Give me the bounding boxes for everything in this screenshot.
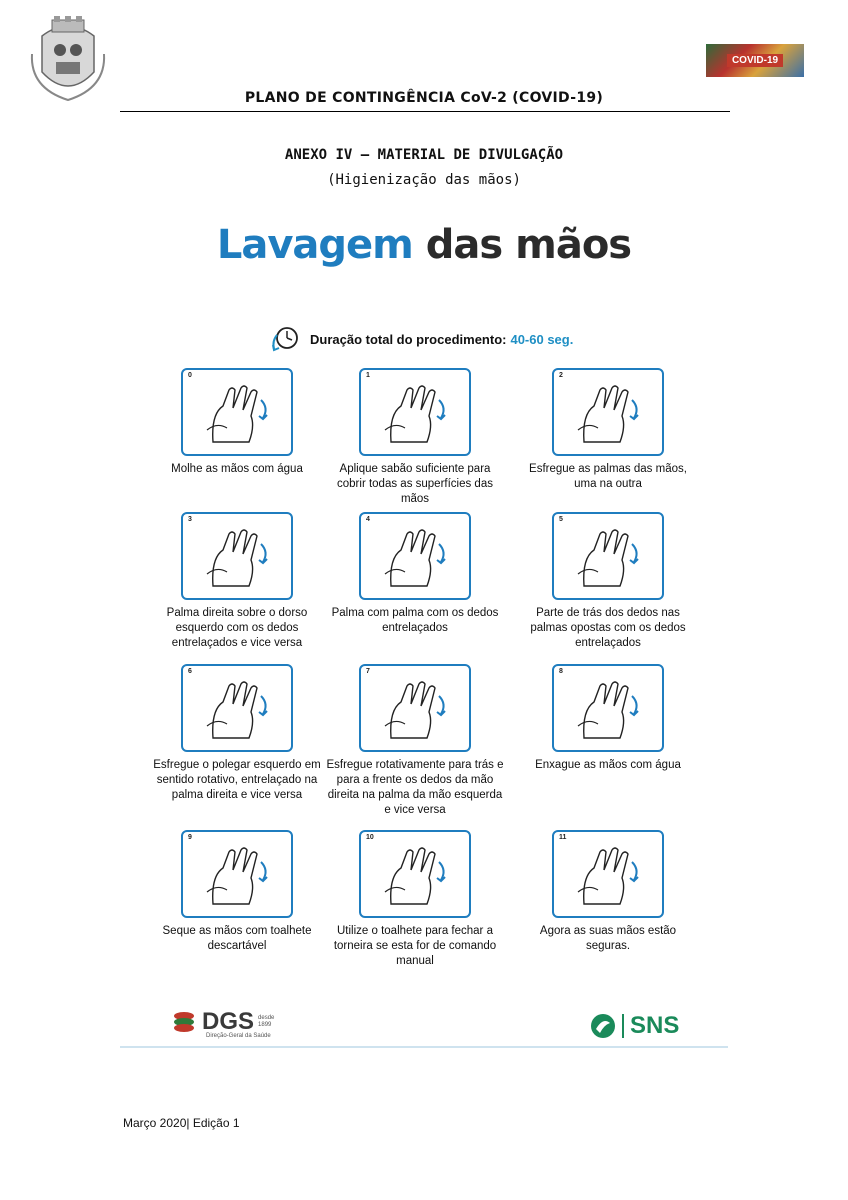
covid-badge — [706, 44, 804, 77]
step-illustration — [552, 512, 664, 600]
poster-title-highlight: Lavagem — [216, 222, 413, 268]
step-card — [147, 368, 327, 477]
step-card — [518, 368, 698, 492]
dgs-logo — [172, 1008, 278, 1036]
header-divider — [120, 111, 730, 112]
step-illustration — [181, 512, 293, 600]
dgs-since: desde 1899 — [258, 1015, 275, 1028]
step-number: 4 — [366, 516, 370, 523]
step-caption: Enxague as mãos com água — [535, 759, 681, 771]
step-illustration — [359, 664, 471, 752]
step-illustration — [359, 830, 471, 918]
step-number: 1 — [366, 372, 370, 379]
step-number: 9 — [188, 834, 192, 841]
sns-divider — [622, 1014, 624, 1038]
edition-footer: Março 2020| Edição 1 — [123, 1116, 240, 1130]
duration-value: 40-60 seg. — [510, 331, 574, 347]
step-illustration — [552, 664, 664, 752]
step-caption: Agora as suas mãos estão seguras. — [539, 925, 677, 952]
step-number: 2 — [559, 372, 563, 379]
poster-bottom-rule — [120, 1046, 728, 1048]
step-card — [518, 512, 698, 651]
step-number: 8 — [559, 668, 563, 675]
step-caption: Esfregue o polegar esquerdo em sentido rotativo, entrelaçado na palma direita e vice versa — [153, 759, 321, 801]
duration-row — [270, 324, 573, 354]
clock-icon — [270, 325, 300, 353]
step-card — [147, 512, 327, 651]
step-illustration — [181, 830, 293, 918]
step-illustration — [181, 368, 293, 456]
step-illustration — [359, 368, 471, 456]
annex-subtitle: (Higienização das mãos) — [327, 172, 521, 188]
dgs-subtitle: Direção-Geral da Saúde — [206, 1033, 271, 1039]
step-caption: Esfregue as palmas das mãos, uma na outra — [529, 463, 687, 490]
dgs-emblem-icon — [172, 1010, 196, 1034]
step-caption: Aplique sabão suficiente para cobrir todas as superfícies das mãos — [337, 463, 493, 505]
step-caption: Palma direita sobre o dorso esquerdo com os dedos entrelaçados e vice versa — [166, 607, 308, 649]
step-illustration — [181, 664, 293, 752]
step-illustration — [552, 830, 664, 918]
step-card — [325, 512, 505, 636]
duration-label: Duração total do procedimento: — [310, 331, 507, 347]
step-number: 11 — [559, 834, 567, 841]
step-caption: Utilize o toalhete para fechar a torneira se esta for de comando manual — [333, 925, 497, 967]
step-card — [518, 664, 698, 773]
step-card — [147, 664, 327, 803]
step-caption: Seque as mãos com toalhete descartável — [162, 925, 312, 952]
document-title: PLANO DE CONTINGÊNCIA CoV-2 (COVID-19) — [244, 90, 604, 106]
step-illustration — [552, 368, 664, 456]
step-number: 3 — [188, 516, 192, 523]
step-illustration — [359, 512, 471, 600]
step-number: 7 — [366, 668, 370, 675]
step-card — [325, 368, 505, 507]
covid-badge-label: COVID-19 — [727, 54, 783, 67]
dgs-name: DGS — [202, 1008, 255, 1035]
step-card — [325, 664, 505, 818]
poster-title-rest: das mãos — [425, 222, 632, 268]
step-card — [518, 830, 698, 954]
step-number: 6 — [188, 668, 192, 675]
step-number: 5 — [559, 516, 563, 523]
step-card — [147, 830, 327, 954]
step-caption: Esfregue rotativamente para trás e para a frente os dedos da mão direita na palma da mão esquerda e vice versa — [326, 759, 504, 816]
step-caption: Parte de trás dos dedos nas palmas opostas com os dedos entrelaçados — [530, 607, 686, 649]
sns-logo — [590, 1012, 679, 1040]
step-card — [325, 830, 505, 969]
municipal-crest-logo — [26, 14, 110, 104]
sns-emblem-icon — [590, 1013, 616, 1039]
sns-name: SNS — [630, 1012, 680, 1039]
step-caption: Palma com palma com os dedos entrelaçados — [331, 607, 499, 634]
step-number: 10 — [366, 834, 374, 841]
poster-title — [120, 222, 728, 268]
step-number: 0 — [188, 372, 192, 379]
step-caption: Molhe as mãos com água — [171, 463, 303, 475]
annex-title: ANEXO IV – MATERIAL DE DIVULGAÇÃO — [284, 147, 564, 163]
